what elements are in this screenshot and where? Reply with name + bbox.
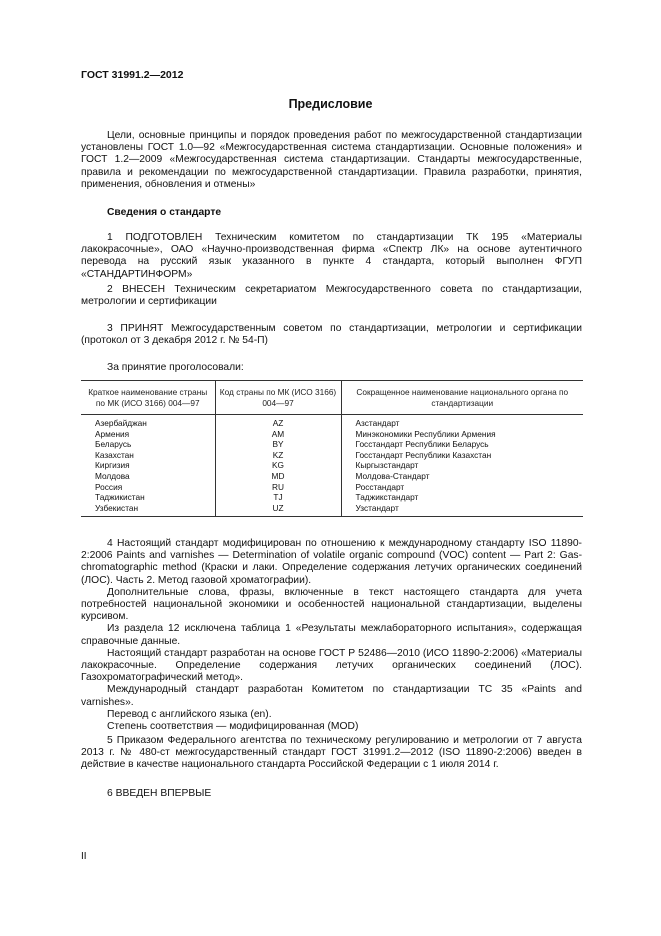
item-4-note: Международный стандарт разработан Комитетом по стандартизации ТС 35 «Paints and varnishes». [81,684,582,708]
table-row [81,482,583,493]
cell-country: Киргизия [95,460,130,471]
cell-body: Минэкономики Республики Армения [341,429,583,440]
cell-body: Азстандарт [341,415,583,429]
table-row [81,471,583,482]
cell-body: Таджикстандарт [341,492,583,503]
item-4-note: Из раздела 12 исключена таблица 1 «Результаты межлабораторного испытания», содержащая справочные данные. [81,623,582,647]
col-header-code: Код страны по МК (ИСО 3166) 004—97 [215,381,341,415]
table-row [81,492,583,503]
cell-country: Казахстан [95,449,134,460]
table-row [81,450,583,461]
cell-code: AM [215,429,341,440]
cell-country: Узбекистан [81,503,215,517]
cell-body: Госстандарт Республики Казахстан [341,450,583,461]
table-row [81,460,583,471]
table-row [81,415,583,429]
cell-code: AZ [215,415,341,429]
cell-body: Узстандарт [341,503,583,517]
item-3-paragraph: 3 ПРИНЯТ Межгосударственным советом по стандартизации, метрологии и сертификации (протокол от 3 декабря 2012 г. № 54-П) [81,323,582,347]
cell-code: KZ [215,450,341,461]
item-4-note: Дополнительные слова, фразы, включенные в текст настоящего стандарта для учета потребностей национальной экономики и особенностей национальной стандартизации, выделены курсивом. [81,586,582,623]
item-4-note: Настоящий стандарт разработан на основе ГОСТ Р 52486—2010 (ИСО 11890-2:2006) «Материалы лакокрасочные. Определение содержания летучих органических соединений (ЛОС). Газохроматографический метод». [81,647,582,684]
section-heading: Сведения о стандарте [107,207,222,218]
item-5-paragraph: 5 Приказом Федерального агентства по техническому регулированию и метрологии от 7 августа 2013 г. № 480-ст межгосударственный стандарт ГОСТ 31991.2—2012 (ISO 11890-2:2006) введен в действие в качестве национального стандарта Российской Федерации с 1 июля 2014 г. [81,735,582,771]
document-header: ГОСТ 31991.2—2012 [81,69,184,81]
cell-country: Россия [95,481,123,492]
cell-country: Таджикистан [95,492,145,503]
cell-body: Росстандарт [341,482,583,493]
cell-body: Молдова-Стандарт [341,471,583,482]
cell-code: UZ [215,503,341,517]
intro-paragraph: Цели, основные принципы и порядок проведения работ по межгосударственной стандартизации установлены ГОСТ 1.0—92 «Межгосударственная система стандартизации. Основные положения» и ГОСТ 1.2—2009 «Межгосударственная система стандартизации. Стандарты межгосударственные, правила и рекомендации по межгосударственной стандартизации. Правила разработки, принятия, применения, обновления и отмены» [81,130,582,190]
table-row [81,429,583,440]
vote-label: За принятие проголосовали: [107,362,244,373]
cell-body: Кыргызстандарт [341,460,583,471]
item-4-note: Степень соответствия — модифицированная (MOD) [107,721,359,733]
item-4-paragraph: 4 Настоящий стандарт модифицирован по отношению к международному стандарту ISO 11890-2:2006 Paints and varnishes — Determination of volatile organic compound (VOC) content — Part 2: Gas-chromatographic method (Краски и лаки. Определение содержания летучих органических соединений (ЛОС). Часть 2. Метод газовой хроматографии). [81,538,582,586]
cell-body: Госстандарт Республики Беларусь [341,439,583,450]
cell-code: TJ [215,492,341,503]
item-4-block [81,538,582,733]
col-header-country: Краткое наименование страны по МК (ИСО 3166) 004—97 [81,381,215,415]
table-header-row [81,381,583,415]
table-row [81,503,583,517]
cell-country: Молдова [95,470,130,481]
page-number: II [81,851,87,862]
cell-code: RU [215,482,341,493]
table-row [81,439,583,450]
item-6-paragraph: 6 ВВЕДЕН ВПЕРВЫЕ [107,788,212,799]
col-header-body: Сокращенное наименование национального органа по стандартизации [341,381,583,415]
cell-country: Армения [95,428,130,439]
cell-code: KG [215,460,341,471]
cell-code: MD [215,471,341,482]
item-4-note: Перевод с английского языка (en). [107,708,272,720]
page-title: Предисловие [288,97,373,111]
cell-country: Азербайджан [95,418,147,428]
voting-table [81,380,583,517]
cell-country: Беларусь [95,439,132,450]
item-1-paragraph: 1 ПОДГОТОВЛЕН Техническим комитетом по стандартизации ТК 195 «Материалы лакокрасочные», ОАО «Научно-производственная фирма «Спектр ЛК» на основе аутентичного перевода на русский язык указанного в пункте 4 стандарта, который выполнен ФГУП «СТАНДАРТИНФОРМ» [81,232,582,280]
cell-code: BY [215,439,341,450]
item-2-paragraph: 2 ВНЕСЕН Техническим секретариатом Межгосударственного совета по стандартизации, метрологии и сертификации [81,284,582,308]
